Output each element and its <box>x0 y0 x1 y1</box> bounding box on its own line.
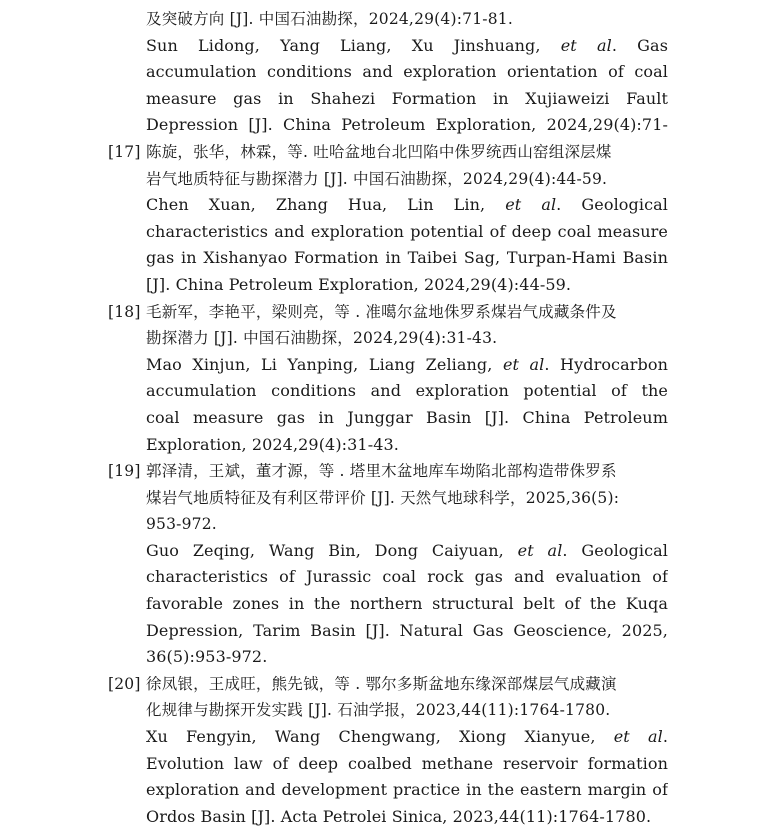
reference-item <box>108 139 668 299</box>
reference-list <box>108 6 668 830</box>
reference-en-line: Sun Lidong, Yang Liang, Xu Jinshuang, et al. Gas <box>146 35 668 55</box>
reference-en-line: [J]. China Petroleum Exploration, 2024,29(4):44-59. <box>146 274 572 294</box>
reference-number: [19] <box>108 462 141 481</box>
reference-en-line: measure gas in Shahezi Formation in Xujiaweizi Fault <box>146 88 668 108</box>
reference-en-line: Depression [J]. China Petroleum Exploration, 2024,29(4):71- <box>146 115 668 135</box>
reference-en-line: accumulation conditions and exploration potential of the <box>146 381 668 401</box>
reference-item <box>108 299 668 459</box>
reference-en-line: Depression, Tarim Basin [J]. Natural Gas Geoscience, 2025, <box>146 620 668 640</box>
reference-en-line: Xu Fengyin, Wang Chengwang, Xiong Xianyue, et al. <box>146 727 668 747</box>
reference-en-line: Evolution law of deep coalbed methane reservoir formation <box>146 753 668 773</box>
reference-en-line: Guo Zeqing, Wang Bin, Dong Caiyuan, et al. Geological <box>146 540 668 560</box>
reference-en-line: favorable zones in the northern structural belt of the Kuqa <box>146 594 668 614</box>
reference-zh-line: [20] 徐凤银，王成旺，熊先钺，等 . 鄂尔多斯盆地东缘深部煤层气成藏演 <box>108 671 668 698</box>
reference-en-line: accumulation conditions and exploration orientation of coal <box>146 62 668 82</box>
reference-number: [18] <box>108 302 141 321</box>
reference-item <box>108 6 668 139</box>
reference-zh-line: [19] 郭泽清，王斌，董才源，等 . 塔里木盆地库车坳陷北部构造带侏罗系 <box>108 458 668 485</box>
reference-zh-line: 953-972. <box>146 515 217 534</box>
reference-en-line: 36(5):953-972. <box>146 647 268 667</box>
reference-item <box>108 671 668 831</box>
reference-en-line: coal measure gas in Junggar Basin [J]. China Petroleum <box>146 407 668 427</box>
reference-zh-line: [18] 毛新军，李艳平，梁则亮，等 . 准噶尔盆地侏罗系煤岩气成藏条件及 <box>108 299 668 326</box>
reference-zh-line: 化规律与勘探开发实践 [J]. 石油学报，2023,44(11):1764-1780. <box>146 701 611 720</box>
reference-en-line: characteristics of Jurassic coal rock gas and evaluation of <box>146 567 668 587</box>
reference-zh-line: 及突破方向 [J]. 中国石油勘探，2024,29(4):71-81. <box>146 10 513 28</box>
reference-en-line: characteristics and exploration potential of deep coal measure <box>146 221 668 241</box>
reference-en-line: Ordos Basin [J]. Acta Petrolei Sinica, 2023,44(11):1764-1780. <box>146 806 652 826</box>
reference-zh-line: 煤岩气地质特征及有利区带评价 [J]. 天然气地球科学，2025,36(5): <box>146 488 620 507</box>
reference-zh-line: [17] 陈旋，张华，林霖，等. 吐哈盆地台北凹陷中侏罗统西山窑组深层煤 <box>108 139 668 166</box>
reference-en-line: Chen Xuan, Zhang Hua, Lin Lin, et al. Geological <box>146 195 668 215</box>
reference-zh-line: 勘探潜力 [J]. 中国石油勘探，2024,29(4):31-43. <box>146 329 498 348</box>
reference-number: [17] <box>108 142 141 161</box>
reference-number: [20] <box>108 674 141 693</box>
reference-zh-line: 岩气地质特征与勘探潜力 [J]. 中国石油勘探，2024,29(4):44-59. <box>146 169 608 188</box>
reference-en-line: Mao Xinjun, Li Yanping, Liang Zeliang, et al. Hydrocarbon <box>146 354 668 374</box>
reference-en-line: Exploration, 2024,29(4):31-43. <box>146 434 399 454</box>
reference-item <box>108 458 668 671</box>
reference-en-line: exploration and development practice in the eastern margin of <box>146 780 668 800</box>
reference-en-line: gas in Xishanyao Formation in Taibei Sag, Turpan-Hami Basin <box>146 248 668 268</box>
